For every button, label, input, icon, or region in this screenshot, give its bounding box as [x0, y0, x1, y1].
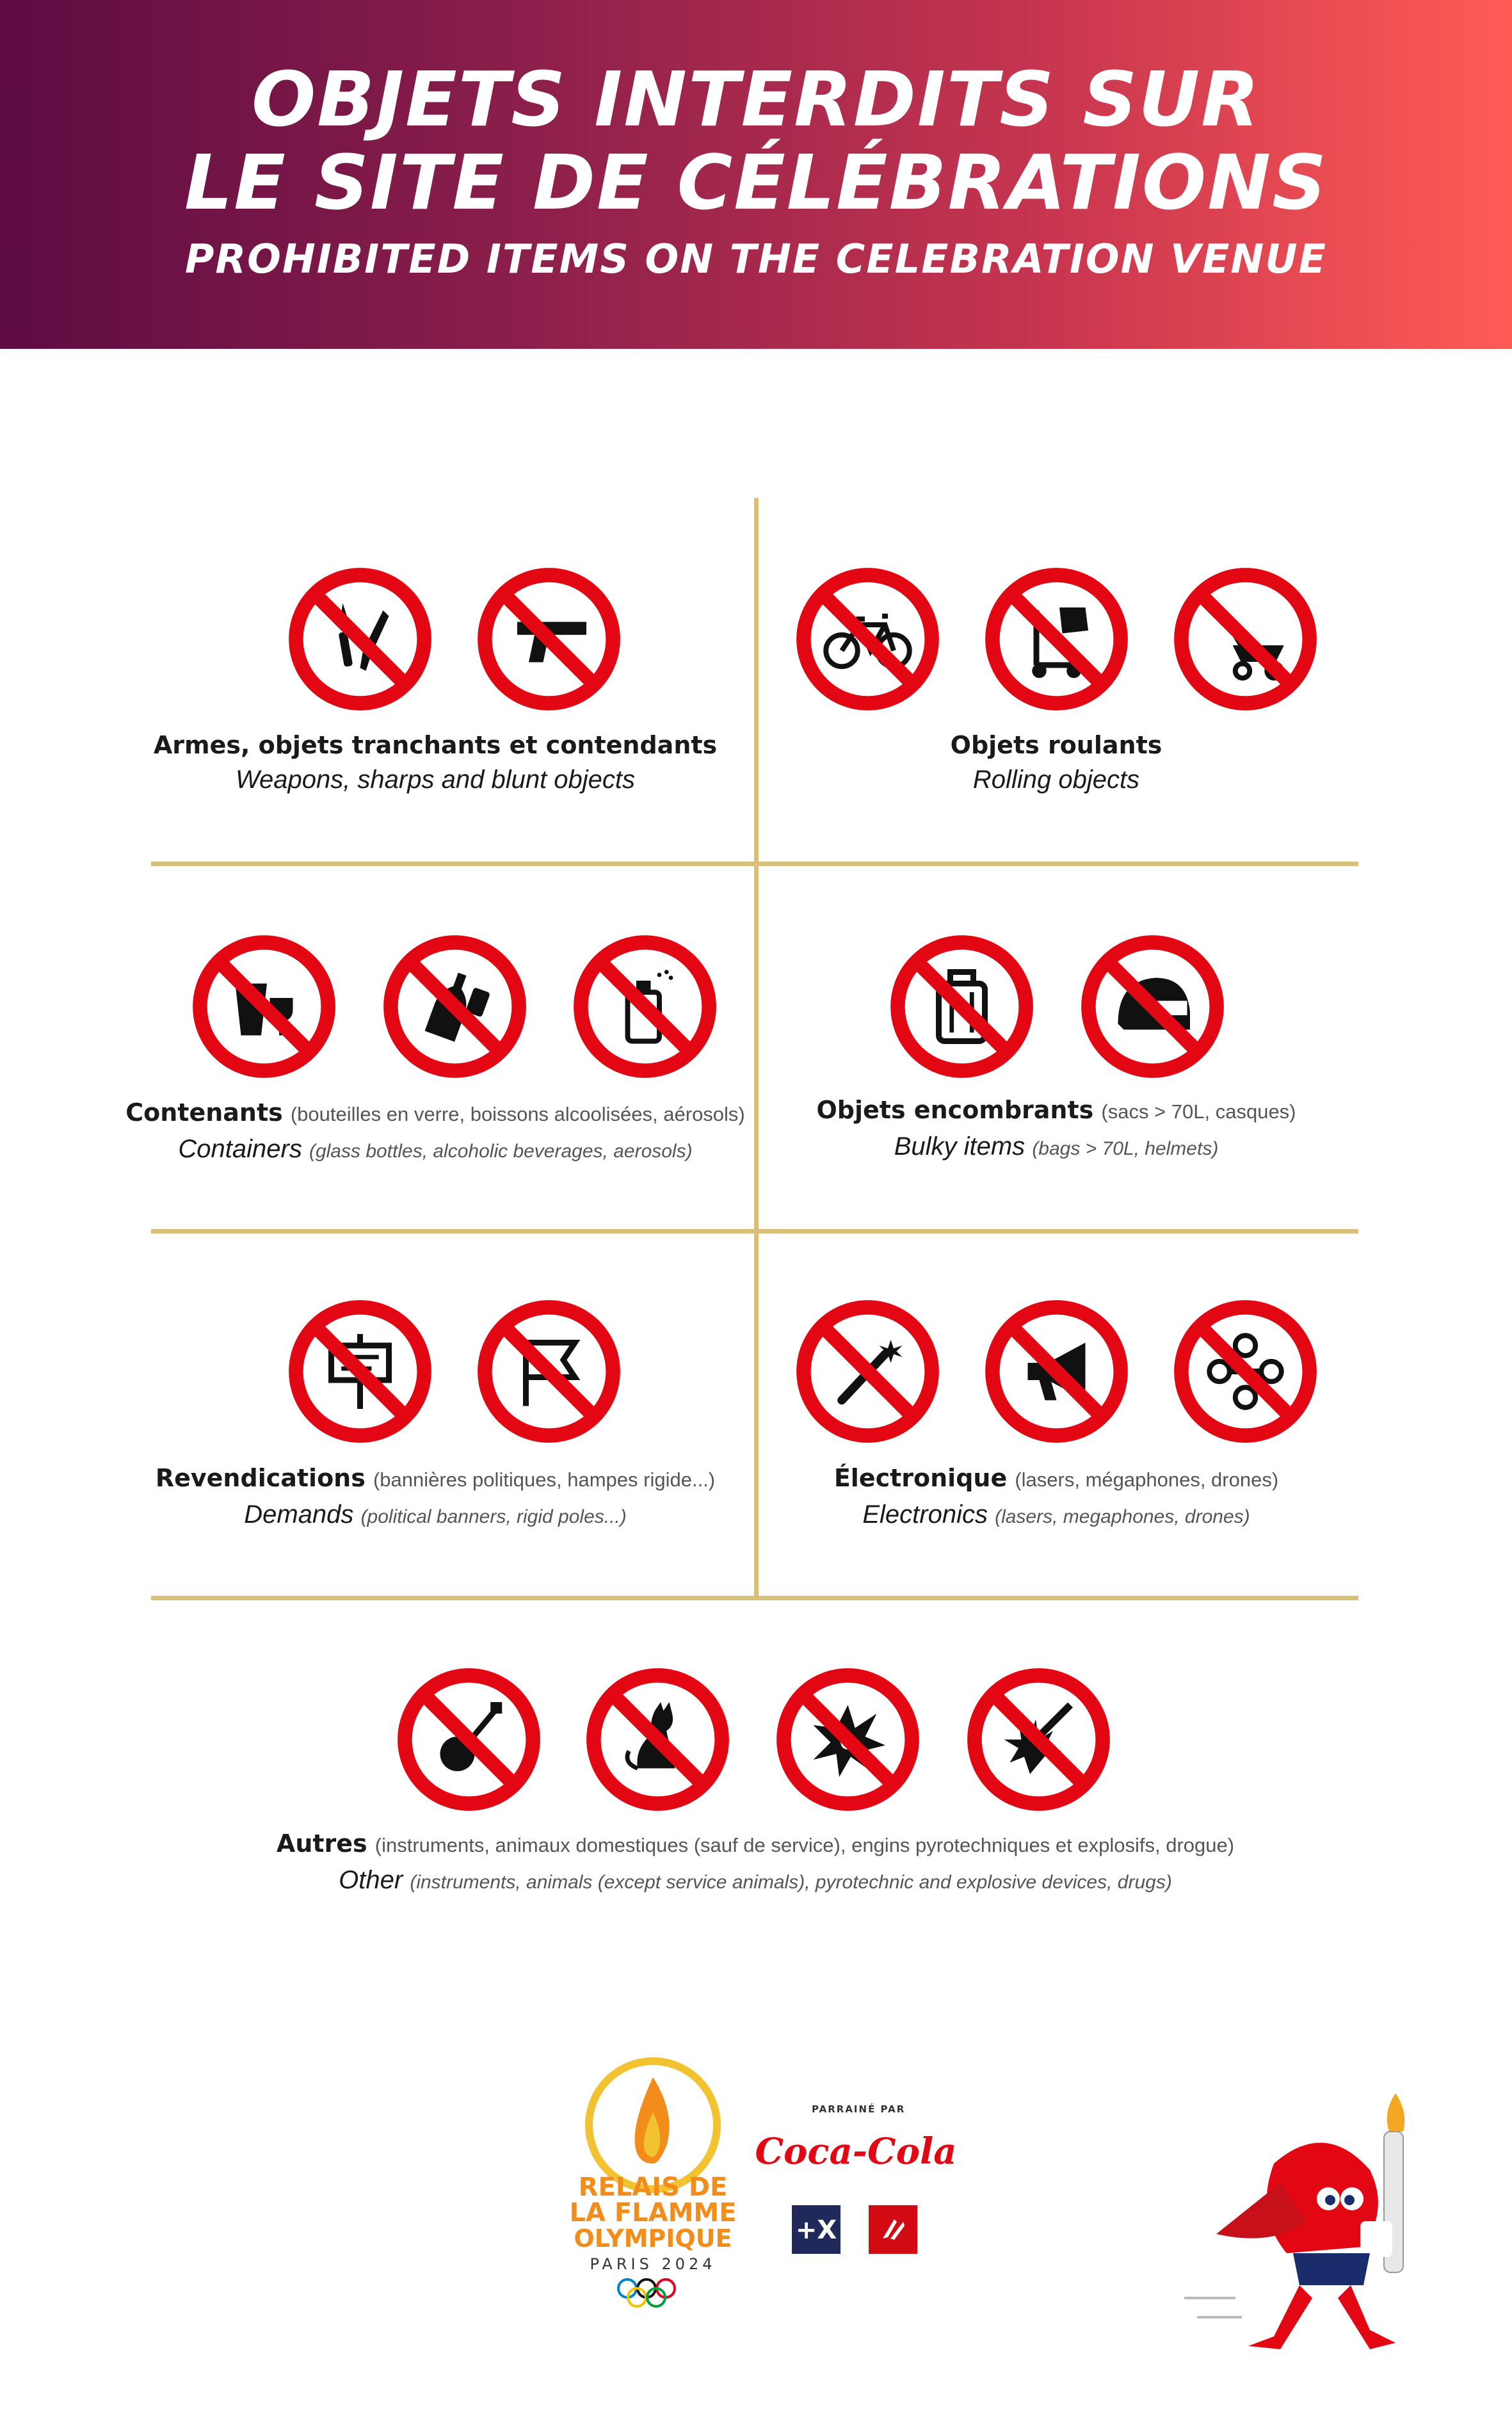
category-detail-en: (glass bottles, alcoholic beverages, aerosols) — [309, 1141, 693, 1162]
category-title-en: Weapons, sharps and blunt objects — [235, 766, 636, 794]
category-title-fr: Objets encombrants — [816, 1096, 1094, 1124]
category-detail-fr: (lasers, mégaphones, drones) — [1015, 1468, 1279, 1491]
bottle-icon — [383, 935, 527, 1079]
category-detail-fr: (bannières politiques, hampes rigide...) — [373, 1468, 716, 1491]
explosion-icon — [776, 1668, 920, 1812]
suitcase-icon — [890, 935, 1034, 1079]
header-banner — [0, 0, 1512, 349]
knife-icon — [288, 567, 432, 711]
helmet-icon — [1081, 935, 1225, 1079]
aerosol-icon — [573, 935, 717, 1079]
logo-text-1: RELAIS DE — [578, 2173, 728, 2202]
logo-text-3: OLYMPIQUE — [574, 2224, 732, 2253]
category-detail-fr: (sacs > 70L, casques) — [1101, 1100, 1296, 1123]
divider-vertical-3 — [754, 1233, 759, 1598]
glass-icon — [192, 935, 336, 1079]
divider-horizontal-3 — [151, 1596, 1358, 1600]
gun-icon — [477, 567, 621, 711]
category-title-fr: Armes, objets tranchants et contendants — [153, 731, 718, 759]
laser-icon — [796, 1299, 940, 1443]
logo-text-2: LA FLAMME — [569, 2198, 737, 2228]
category-detail-fr: (instruments, animaux domestiques (sauf de service), engins pyrotechniques et explosifs, drogue) — [374, 1834, 1235, 1856]
logo-text-4: PARIS 2024 — [590, 2255, 716, 2273]
sponsor-plus-x: +X — [795, 2215, 837, 2245]
title-line-1: OBJETS INTERDITS SUR — [251, 55, 1261, 143]
divider-horizontal-1 — [151, 862, 1358, 866]
flag-icon — [477, 1299, 621, 1443]
category-title-en: Bulky items — [894, 1132, 1025, 1161]
caption-demands — [115, 1461, 755, 1535]
caption-other — [115, 1827, 1395, 1901]
category-title-en: Rolling objects — [972, 766, 1140, 794]
sign-icon — [288, 1299, 432, 1443]
category-title-en: Electronics — [862, 1500, 988, 1529]
caption-bulky — [755, 1093, 1357, 1167]
drone-icon — [1173, 1299, 1317, 1443]
divider-horizontal-2 — [151, 1229, 1358, 1234]
category-title-en: Containers — [178, 1135, 302, 1163]
drugs-icon — [967, 1668, 1111, 1812]
divider-vertical-2 — [754, 865, 759, 1230]
title-line-2: LE SITE DE CÉLÉBRATIONS — [184, 138, 1328, 227]
credit-agricole-logo — [869, 2205, 917, 2254]
guitar-icon — [397, 1668, 541, 1812]
stroller-icon — [1173, 567, 1317, 711]
category-title-fr: Contenants — [125, 1098, 283, 1127]
caption-weapons — [115, 728, 755, 798]
caption-rolling — [755, 728, 1357, 798]
category-detail-en: (bags > 70L, helmets) — [1032, 1138, 1219, 1159]
category-detail-en: (political banners, rigid poles...) — [360, 1506, 627, 1527]
coca-cola-logo — [755, 2124, 957, 2182]
cat-icon — [586, 1668, 730, 1812]
category-detail-fr: (bouteilles en verre, boissons alcoolisées, aérosols) — [290, 1103, 745, 1125]
phryge-mascot — [1178, 2093, 1485, 2362]
category-title-fr: Objets roulants — [950, 731, 1162, 759]
category-title-fr: Autres — [276, 1829, 367, 1858]
caption-electronics — [755, 1461, 1357, 1535]
category-title-en: Demands — [244, 1500, 354, 1529]
category-detail-en: (instruments, animals (except service animals), pyrotechnic and explosive devices, drugs) — [410, 1872, 1172, 1893]
sponsor-label: PARRAINÉ PAR — [812, 2103, 906, 2115]
caption-containers — [115, 1096, 755, 1169]
plus-x-logo — [792, 2205, 840, 2254]
category-title-fr: Électronique — [833, 1464, 1008, 1492]
category-detail-en: (lasers, megaphones, drones) — [995, 1506, 1250, 1527]
divider-vertical-1 — [754, 498, 759, 863]
scooter-icon — [985, 567, 1129, 711]
olympic-flame-relay-logo — [563, 2052, 743, 2308]
megaphone-icon — [985, 1299, 1129, 1443]
subtitle: PROHIBITED ITEMS ON THE CELEBRATION VENUE — [184, 236, 1328, 282]
sponsor-coca-cola: Coca-Cola — [755, 2130, 957, 2173]
category-title-fr: Revendications — [155, 1464, 366, 1492]
category-title-en: Other — [339, 1866, 403, 1894]
bicycle-icon — [796, 567, 940, 711]
